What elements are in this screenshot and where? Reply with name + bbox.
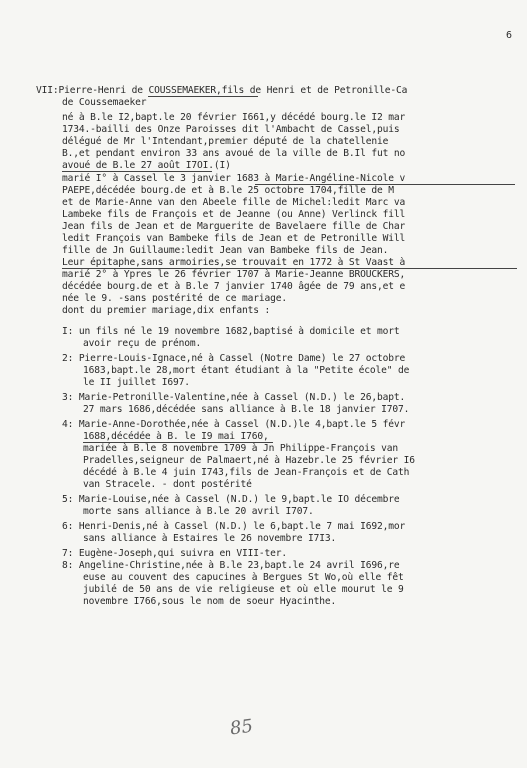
text-line: 7: Eugène-Joseph,qui suivra en VIII-ter. [62,548,288,559]
text-line: B.,et pendant environ 33 ans avoué de la ville de B.Il fut no [62,148,406,159]
text-line: morte sans alliance à B.le 20 avril I707. [83,506,314,517]
text-line: 27 mars 1686,décédée sans alliance à B.le 18 janvier I707. [83,404,410,415]
text-line: 1688,décédée à B. le I9 mai I760, [83,431,269,442]
text-line: novembre I766,sous le nom de soeur Hyacinthe. [83,596,337,607]
text-line: né à B.le I2,bapt.le 20 février I661,y décédé bourg.le I2 mar [62,112,406,123]
text-line: 5: Marie-Louise,née à Cassel (N.D.) le 9,bapt.le IO décembre [62,494,400,505]
underline-epitaph [62,268,517,269]
underline-marriage [255,184,515,185]
text-line: 1683,bapt.le 28,mort étant étudiant à la "Petite école" de [83,365,410,376]
text-line: avoir reçu de prénom. [83,338,202,349]
text-line: Lambeke fils de François et de Jeanne (ou Anne) Verlinck fill [62,209,406,220]
text-line: 4: Marie-Anne-Dorothée,née à Cassel (N.D.)le 4,bapt.le 5 févr [62,419,406,430]
text-line: née le 9. -sans postérité de ce mariage. [62,293,288,304]
text-line: jubilé de 50 ans de vie religieuse et où elle mourut le 9 [83,584,404,595]
text-line: le II juillet I697. [83,377,190,388]
text-line: marié I° à Cassel le 3 janvier 1683 à Marie-Angéline-Nicole v [62,173,406,184]
text-line: VII:Pierre-Henri de COUSSEMAEKER,fils de Henri et de Petronille-Ca [36,85,408,96]
page-number: 6 [506,30,513,41]
text-line: 1734.-bailli des Onze Paroisses dit l'Ambacht de Cassel,puis [62,124,400,135]
text-line: sans alliance à Estaires le 26 novembre I7I3. [83,533,337,544]
text-line: fille de Jn Guillaume:ledit Jean van Bambeke fils de Jean. [62,245,389,256]
text-line: décédée bourg.de et à B.le 7 janvier 1740 âgée de 79 ans,et e [62,281,406,292]
text-line: I: un fils né le 19 novembre 1682,baptisé à domicile et mort [62,326,400,337]
text-line: de Coussemaeker [62,97,147,108]
text-line: Jean fils de Jean et de Marguerite de Bavelaere fille de Char [62,221,406,232]
text-line: avoué de B.le 27 août I7OI.(I) [62,160,231,171]
text-line: et de Marie-Anne van den Abeele fille de Michel:ledit Marc va [62,197,406,208]
underline-child-4 [83,442,273,443]
text-line: dont du premier mariage,dix enfants : [62,305,271,316]
text-line: Pradelles,seigneur de Palmaert,né à Hazebr.le 25 février I6 [83,455,415,466]
text-line: 2: Pierre-Louis-Ignace,né à Cassel (Notre Dame) le 27 octobre [62,353,406,364]
text-line: 8: Angeline-Christine,née à B.le 23,bapt.le 24 avril I696,re [62,560,400,571]
text-line: décédé à B.le 4 juin I743,fils de Jean-François et de Cath [83,467,410,478]
text-line: mariée à B.le 8 novembre 1709 à Jn Philippe-François van [83,443,399,454]
underline-date [62,171,212,172]
text-line: euse au couvent des capucines à Bergues St Wo,où elle fêt [83,572,404,583]
text-line: Leur épitaphe,sans armoiries,se trouvait en 1772 à St Vaast à [62,257,406,268]
folio-mark: 85 [228,715,255,740]
underline-name [148,96,258,97]
text-line: 3: Marie-Petronille-Valentine,née à Cassel (N.D.) le 26,bapt. [62,392,406,403]
text-line: 6: Henri-Denis,né à Cassel (N.D.) le 6,bapt.le 7 mai I692,mor [62,521,406,532]
text-line: marié 2° à Ypres le 26 février 1707 à Marie-Jeanne BROUCKERS, [62,269,406,280]
text-line: PAEPE,décédée bourg.de et à B.le 25 octobre 1704,fille de M [62,185,394,196]
text-line: délégué de Mr l'Intendant,premier député de la chatellenie [62,136,389,147]
text-line: ledit François van Bambeke fils de Jean et de Petronille Will [62,233,406,244]
text-line: van Stracele. - dont postérité [83,479,252,490]
